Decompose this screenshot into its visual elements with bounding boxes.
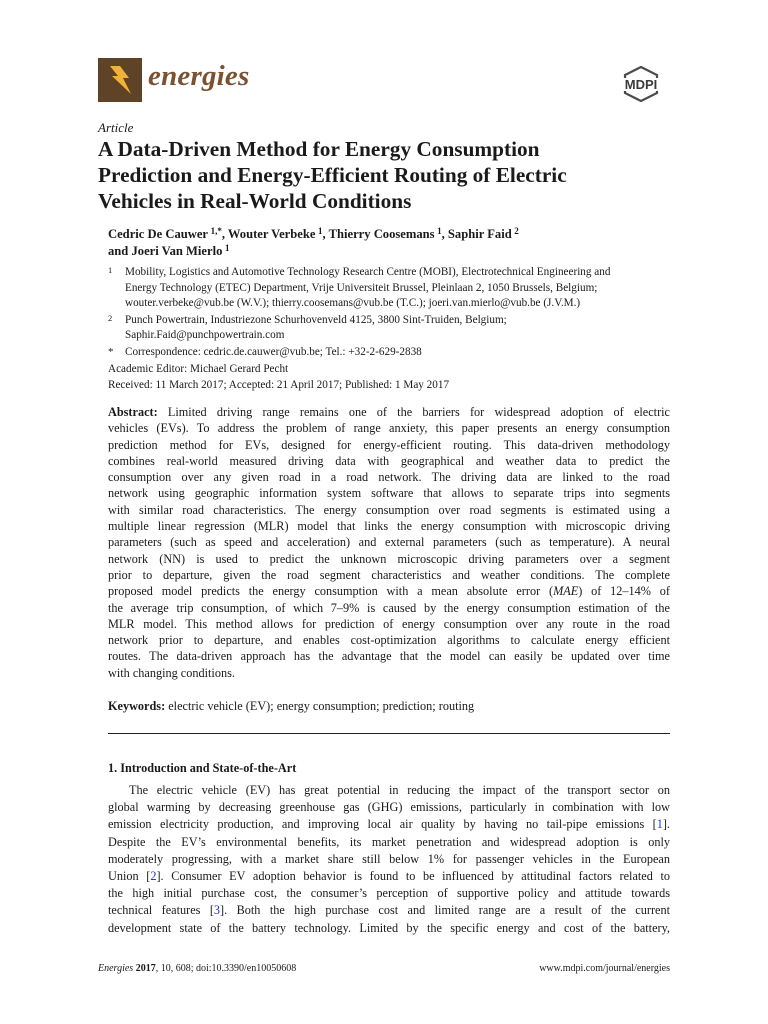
keywords-label: Keywords: — [108, 699, 166, 713]
body-line: Union [2]. Consumer EV adoption behavior is found to be influenced by attitudinal factors related to — [108, 869, 670, 884]
correspondence-mark: * — [108, 345, 114, 358]
affiliation-line: Energy Technology (ETEC) Department, Vrije Universiteit Brussel, Pleinlaan 2, 1050 Brussels, Belgium; — [125, 281, 598, 294]
abstract-line: the average trip consumption, of which 7–9% is caused by the energy consumption estimation of the — [108, 600, 670, 615]
title-line: A Data-Driven Method for Energy Consumption — [98, 137, 540, 161]
title-line: Vehicles in Real-World Conditions — [98, 189, 412, 213]
author-name[interactable]: Wouter Verbeke — [227, 227, 316, 241]
affiliation-number: 2 — [108, 312, 113, 323]
abstract-line: network prior to departure, and enables cost-optimization algorithms to calculate energy efficient — [108, 633, 670, 648]
body-line: technical features [3]. Both the high purchase cost and limited range are a result of the current — [108, 903, 670, 918]
correspondence-line[interactable]: Correspondence: cedric.de.cauwer@vub.be; Tel.: +32-2-629-2838 — [125, 345, 422, 358]
keywords-text: electric vehicle (EV); energy consumption; prediction; routing — [165, 699, 475, 713]
abstract — [108, 404, 670, 681]
correspondence-item — [108, 345, 670, 361]
affiliations — [108, 265, 670, 360]
abstract-line: parameters (such as speed and acceleration) and external parameters (such as temperature). A neural — [108, 535, 670, 550]
abstract-line: with changing conditions. — [108, 665, 235, 680]
author-name[interactable]: Joeri Van Mierlo — [131, 244, 223, 258]
citation-link[interactable]: 1 — [656, 817, 663, 832]
abstract-line: routes. The data-driven approach has the advantage that the model can easily be updated over time — [108, 649, 670, 664]
lightning-bolt-icon — [98, 58, 142, 102]
body-line: global warming by decreasing greenhouse gas (GHG) emissions, particularly in combination with low — [108, 800, 670, 815]
section-divider — [108, 733, 670, 734]
article-type: Article — [98, 120, 134, 135]
abstract-line: consumption over any given road in a road network. The driving data are linked to the road — [108, 470, 670, 485]
author-line — [108, 243, 668, 260]
section-body — [108, 782, 670, 937]
keywords — [108, 698, 474, 714]
journal-logo[interactable] — [98, 58, 142, 102]
abstract-line: proposed model predicts the energy consumption with a mean absolute error (MAE) of 12–14% of — [108, 584, 670, 599]
body-line: The electric vehicle (EV) has great potential in reducing the impact of the transport sector on — [129, 783, 670, 797]
author-conjunction: and — [108, 244, 132, 258]
journal-url[interactable]: www.mdpi.com/journal/energies — [539, 963, 670, 974]
author-name[interactable]: Cedric De Cauwer — [108, 227, 209, 241]
editor-info — [108, 362, 449, 393]
author-affiliation-mark[interactable]: 1 — [224, 243, 230, 253]
body-line: development state of the battery technology. Limited by the specific energy and cost of the battery, — [108, 920, 670, 935]
author-affiliation-mark[interactable]: 1,* — [210, 226, 222, 236]
affiliation-emails[interactable]: wouter.verbeke@vub.be (W.V.); thierry.coosemans@vub.be (T.C.); joeri.van.mierlo@vub.be (J.V.M.) — [125, 297, 581, 309]
body-line: emission electricity production, and improving local air quality by having no tail-pipe emissions [1]. — [108, 817, 670, 832]
body-line: Despite the EV’s environmental benefits, its market penetration and widespread adoption is only — [108, 834, 670, 849]
journal-header — [98, 58, 670, 102]
citation-link[interactable]: 3 — [213, 903, 221, 918]
footer-journal: Energies — [98, 963, 134, 974]
citation-link[interactable]: 2 — [150, 869, 157, 884]
publication-dates: Received: 11 March 2017; Accepted: 21 April 2017; Published: 1 May 2017 — [108, 378, 450, 391]
author-name[interactable]: Saphir Faid — [447, 227, 512, 241]
citation-footer — [98, 963, 296, 974]
author-name[interactable]: Thierry Coosemans — [328, 227, 435, 241]
section-heading: 1. Introduction and State-of-the-Art — [108, 761, 297, 775]
author-affiliation-mark[interactable]: 2 — [514, 226, 519, 236]
abstract-line: vehicles (EVs). To address the problem of range anxiety, this paper presents an energy consumption — [108, 421, 670, 436]
article-title — [98, 136, 670, 214]
abstract-line: Abstract: Limited driving range remains one of the barriers for widespread adoption of electric — [108, 405, 670, 419]
abstract-line: prior to departure, given the road segment characteristics and weather conditions. The complete — [108, 567, 670, 582]
abstract-label: Abstract: — [108, 405, 158, 419]
abstract-line: combines real-world measured driving data with geographical and weather data to predict the — [108, 453, 670, 468]
abstract-line: prediction method for EVs, designed for energy-efficient routing. This data-driven methodology — [108, 437, 670, 452]
affiliation-number: 1 — [108, 265, 113, 275]
academic-editor: Academic Editor: Michael Gerard Pecht — [108, 363, 289, 375]
affiliation-line: Punch Powertrain, Industriezone Schurhovenveld 4125, 3800 Sint-Truiden, Belgium; — [125, 313, 507, 326]
publisher-name: MDPI — [624, 77, 658, 92]
footer-year: 2017 — [135, 963, 156, 974]
mae-term: MAE — [553, 584, 579, 599]
body-line: moderately progressing, with a market share still below 1% for passenger vehicles in the European — [108, 851, 670, 866]
abstract-line: multiple linear regression (MLR) model that links the energy consumption with microscopic driving — [108, 519, 670, 534]
abstract-line: network (NN) is used to predict the unknown microscopic driving parameters over a segment — [108, 551, 670, 566]
footer-doi[interactable]: , 10, 608; doi:10.3390/en10050608 — [155, 963, 297, 974]
abstract-line: network using geographic information system software that allows to separate trips into segments — [108, 486, 670, 501]
author-line: Cedric De Cauwer $^{1,*}$, Wouter Verbeke $^1$, Thierry Coosemans $^1$, Saphir Faid $^2$ — [108, 226, 519, 241]
abstract-line: MLR model. This method allows for prediction of energy consumption over any route in the road — [108, 616, 670, 631]
title-line: Prediction and Energy-Efficient Routing of Electric — [98, 163, 567, 187]
affiliation-item — [108, 265, 670, 312]
affiliation-line: Mobility, Logistics and Automotive Technology Research Centre (MOBI), Electrotechnical Engineering and — [125, 266, 611, 278]
author-affiliation-mark[interactable]: 1 — [318, 226, 323, 236]
author-affiliation-mark[interactable]: 1 — [437, 226, 442, 236]
journal-name: energies — [148, 60, 250, 92]
affiliation-item — [108, 313, 670, 344]
body-line: the high initial purchase cost, the consumer’s perception of supportive policy and attitude towards — [108, 886, 670, 901]
mdpi-logo[interactable] — [612, 66, 670, 102]
author-list — [108, 226, 668, 260]
abstract-line: with similar road characteristics. The energy consumption over road segments is estimated using a — [108, 502, 670, 517]
affiliation-email[interactable]: Saphir.Faid@punchpowertrain.com — [125, 329, 285, 341]
